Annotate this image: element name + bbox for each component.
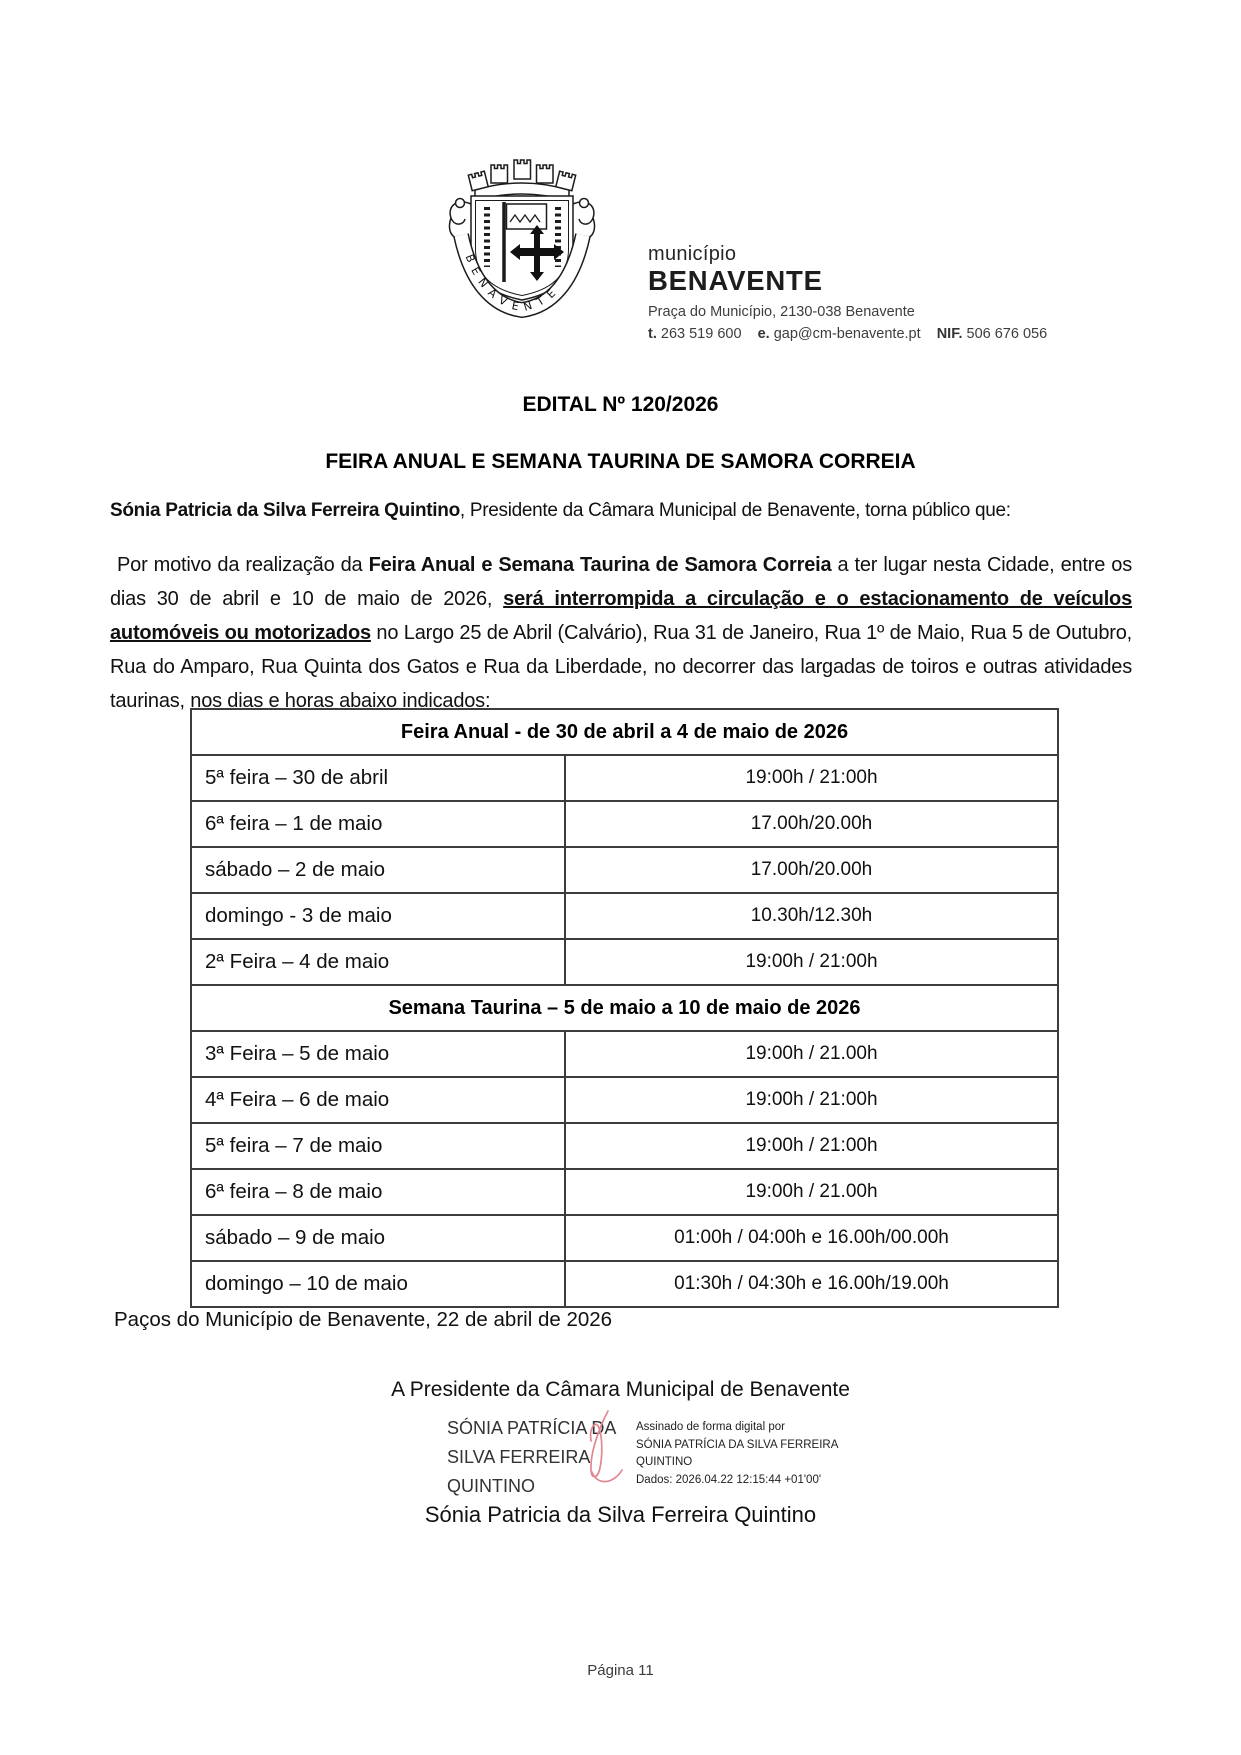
day-cell: domingo - 3 de maio <box>191 893 565 939</box>
logo-municipio-label: município <box>648 243 737 265</box>
benavente-coat-of-arms-icon <box>437 140 607 322</box>
day-cell: 4ª Feira – 6 de maio <box>191 1077 565 1123</box>
day-cell: sábado – 9 de maio <box>191 1215 565 1261</box>
hours-cell: 19:00h / 21.00h <box>565 1031 1058 1077</box>
hours-cell: 01:00h / 04:00h e 16.00h/00.00h <box>565 1215 1058 1261</box>
nif-value: 506 676 056 <box>966 325 1048 342</box>
paragraph-seg-1: Por motivo da realização da <box>117 554 369 576</box>
table-row <box>191 1077 1058 1123</box>
day-cell: 2ª Feira – 4 de maio <box>191 939 565 985</box>
nif-label: NIF. <box>936 325 963 342</box>
president-title-line: A Presidente da Câmara Municipal de Benavente <box>391 1378 850 1401</box>
section-header-row <box>191 985 1058 1031</box>
contact-line <box>648 324 1047 346</box>
table-row <box>191 1215 1058 1261</box>
intro-line <box>110 500 1132 522</box>
hours-cell: 19:00h / 21:00h <box>565 1123 1058 1169</box>
cert-name-line: SILVA FERREIRA <box>447 1447 591 1467</box>
place-date-line: Paços do Município de Benavente, 22 de abril de 2026 <box>114 1308 613 1331</box>
day-cell: 5ª feira – 30 de abril <box>191 755 565 801</box>
table-row <box>191 1169 1058 1215</box>
table-row <box>191 1123 1058 1169</box>
signed-name-line: Sónia Patricia da Silva Ferreira Quintino <box>424 1502 817 1527</box>
day-cell: domingo – 10 de maio <box>191 1261 565 1307</box>
address-line: Praça do Município, 2130-038 Benavente <box>648 304 915 320</box>
table-row <box>191 893 1058 939</box>
section-header-row <box>191 709 1058 755</box>
phone-label: t. <box>648 325 657 342</box>
table-row <box>191 939 1058 985</box>
crest-banner-text: BENAVENTE <box>462 252 564 315</box>
hours-cell: 19:00h / 21:00h <box>565 755 1058 801</box>
hours-cell: 19:00h / 21:00h <box>565 939 1058 985</box>
edital-title: EDITAL Nº 120/2026 <box>522 393 719 416</box>
table-row <box>191 847 1058 893</box>
hours-cell: 01:30h / 04:30h e 16.00h/19.00h <box>565 1261 1058 1307</box>
schedule-table <box>190 708 1059 1308</box>
day-cell: 5ª feira – 7 de maio <box>191 1123 565 1169</box>
day-cell: 6ª feira – 8 de maio <box>191 1169 565 1215</box>
president-name-bold: Sónia Patricia da Silva Ferreira Quintino <box>110 500 460 521</box>
phone-value: 263 519 600 <box>660 325 742 342</box>
email-label: e. <box>757 325 770 342</box>
day-cell: 3ª Feira – 5 de maio <box>191 1031 565 1077</box>
cert-name-line: SÓNIA PATRÍCIA DA <box>447 1418 617 1438</box>
digital-note-line: Dados: 2026.04.22 12:15:44 +01'00' <box>636 1473 822 1486</box>
paragraph-seg-3: a ter lugar nesta Cidade, entre os dias 30 de abril e 10 de maio de 2026, <box>110 554 1132 610</box>
semana-taurina-header: Semana Taurina – 5 de maio a 10 de maio de 2026 <box>191 985 1058 1031</box>
hours-cell: 17.00h/20.00h <box>565 847 1058 893</box>
main-paragraph <box>110 548 1132 718</box>
logo-wordmark <box>648 244 823 295</box>
table-row <box>191 1031 1058 1077</box>
email-value: gap@cm-benavente.pt <box>773 325 921 342</box>
paragraph-seg-4-bold-underline: será interrompida a circulação e o estacionamento de veículos automóveis ou motorizados <box>110 588 1132 644</box>
day-cell: sábado – 2 de maio <box>191 847 565 893</box>
feira-anual-header: Feira Anual - de 30 de abril a 4 de maio de 2026 <box>191 709 1058 755</box>
hours-cell: 17.00h/20.00h <box>565 801 1058 847</box>
table-row <box>191 801 1058 847</box>
digital-signature-note <box>636 1419 846 1489</box>
page-number: Página 11 <box>587 1662 654 1679</box>
digital-note-line: QUINTINO <box>636 1456 693 1468</box>
digital-note-line: Assinado de forma digital por <box>636 1421 785 1433</box>
cert-name-line: QUINTINO <box>447 1476 535 1496</box>
signature-flourish-icon <box>578 1406 630 1490</box>
paragraph-seg-2-bold: Feira Anual e Semana Taurina de Samora Correia <box>368 554 832 576</box>
edital-subtitle: FEIRA ANUAL E SEMANA TAURINA DE SAMORA CORREIA <box>325 450 916 473</box>
digital-note-line: SÓNIA PATRÍCIA DA SILVA FERREIRA <box>636 1438 839 1451</box>
hours-cell: 19:00h / 21.00h <box>565 1169 1058 1215</box>
day-cell: 6ª feira – 1 de maio <box>191 801 565 847</box>
hours-cell: 10.30h/12.30h <box>565 893 1058 939</box>
paragraph-seg-5: no Largo 25 de Abril (Calvário), Rua 31 de Janeiro, Rua 1º de Maio, Rua 5 de Outubro, Rua do Amparo, Rua Quinta dos Gatos e Rua da Liberdade, no decorrer das largadas de toiros e outras atividades taurinas, nos dias e horas abaixo indicados: <box>110 622 1132 712</box>
header-address-block <box>648 302 1047 345</box>
hours-cell: 19:00h / 21:00h <box>565 1077 1058 1123</box>
table-row <box>191 755 1058 801</box>
table-row <box>191 1261 1058 1307</box>
intro-rest: , Presidente da Câmara Municipal de Benavente, torna público que: <box>459 500 1011 521</box>
logo-benavente-label: BENAVENTE <box>648 265 823 296</box>
